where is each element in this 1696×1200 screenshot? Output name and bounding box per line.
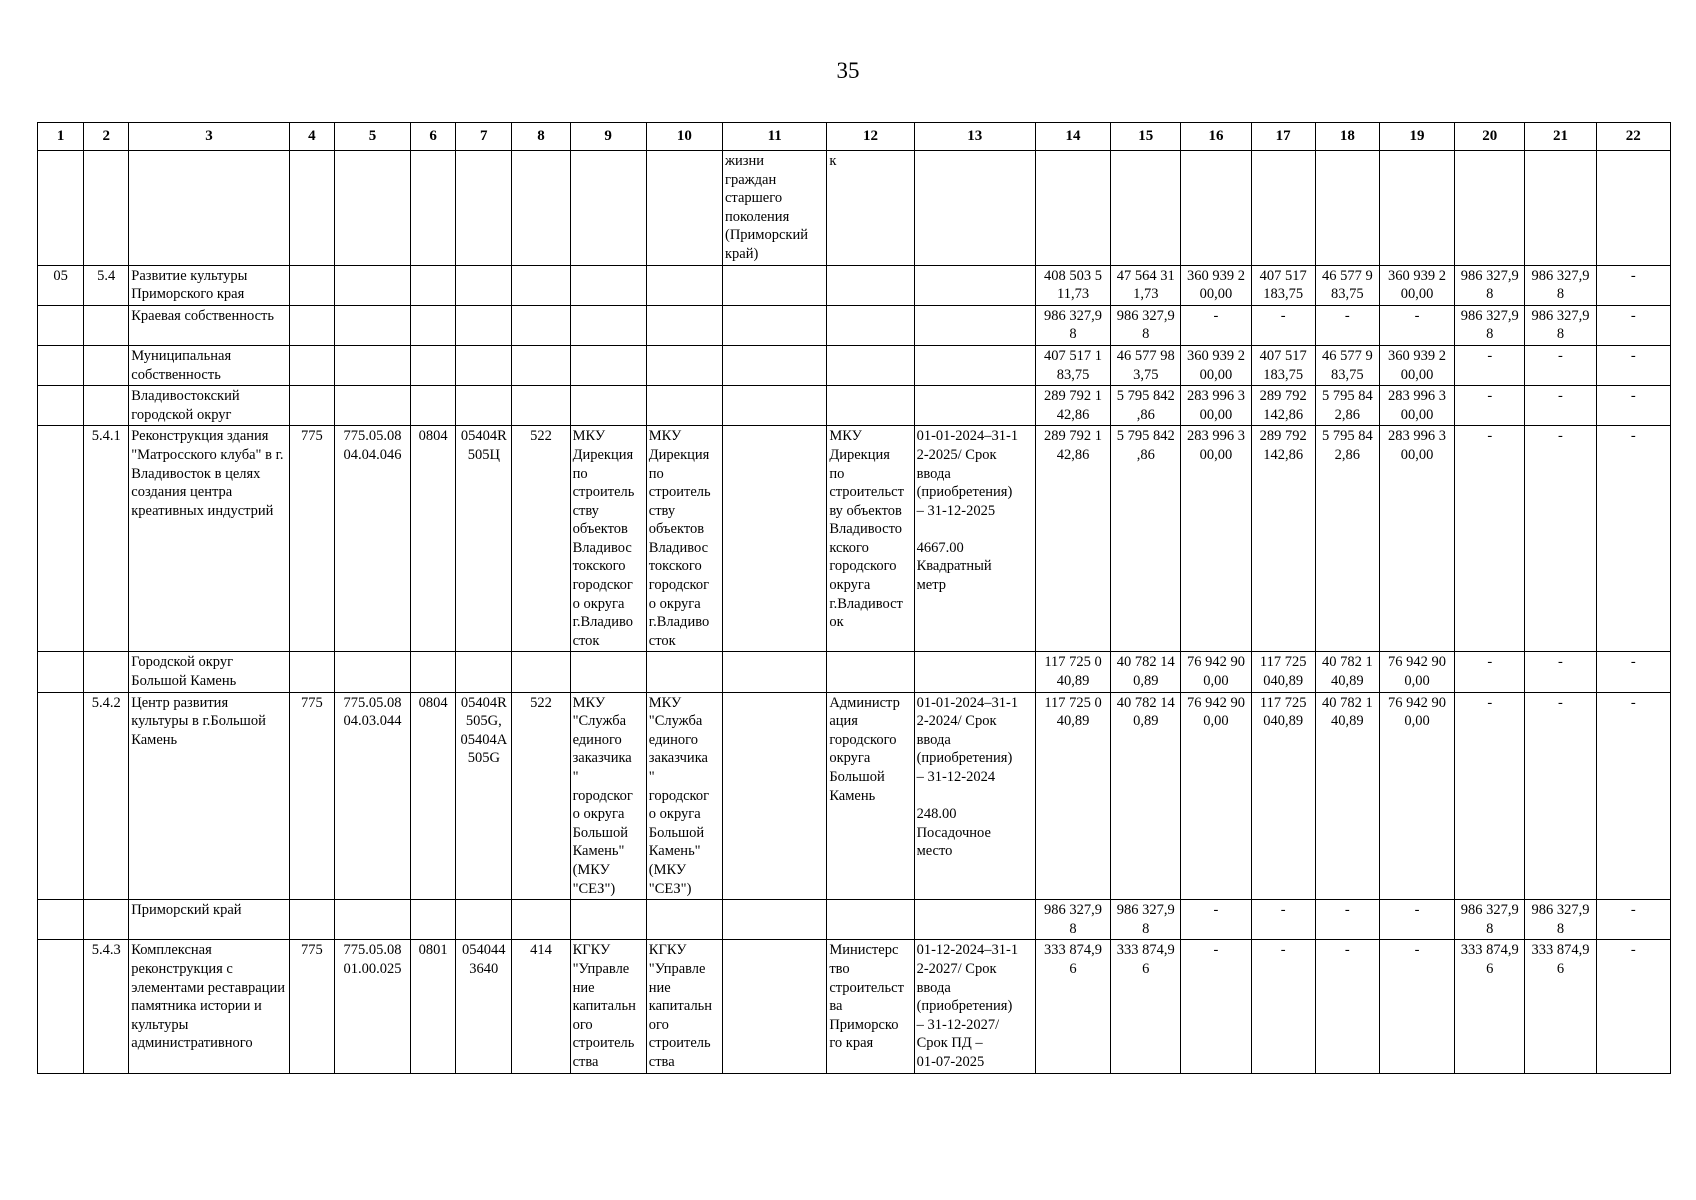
- table-cell: 986 327,9 8: [1525, 305, 1596, 345]
- table-cell: [334, 305, 410, 345]
- table-cell: 46 577 9 83,75: [1315, 265, 1379, 305]
- table-cell: [914, 652, 1035, 692]
- table-cell: 289 792 142,86: [1251, 426, 1315, 652]
- table-cell: [827, 900, 914, 940]
- table-cell: 5.4.2: [84, 692, 129, 900]
- table-cell: [723, 426, 827, 652]
- table-cell: 054044 3640: [456, 940, 512, 1073]
- table-cell: [570, 900, 646, 940]
- table-cell: [512, 652, 570, 692]
- table-cell: 283 996 3 00,00: [1379, 386, 1454, 426]
- table-cell: [1525, 151, 1596, 266]
- table-cell: 117 725 0 40,89: [1035, 692, 1110, 900]
- table-cell: [411, 386, 456, 426]
- column-header: 7: [456, 123, 512, 151]
- table-cell: 333 874,9 6: [1035, 940, 1110, 1073]
- table-cell: [411, 305, 456, 345]
- table-cell: [512, 305, 570, 345]
- table-cell: 0804: [411, 692, 456, 900]
- table-cell: [646, 265, 722, 305]
- table-cell: 117 725 0 40,89: [1035, 652, 1110, 692]
- table-cell: 289 792 1 42,86: [1035, 386, 1110, 426]
- column-header: 2: [84, 123, 129, 151]
- table-cell: [570, 386, 646, 426]
- table-cell: [456, 652, 512, 692]
- table-cell: [914, 900, 1035, 940]
- table-cell: -: [1525, 345, 1596, 385]
- table-row: [38, 426, 1671, 652]
- table-cell: [334, 265, 410, 305]
- table-cell: 5 795 842 ,86: [1111, 386, 1181, 426]
- table-cell: [84, 900, 129, 940]
- table-cell: Городской округ Большой Камень: [129, 652, 289, 692]
- table-cell: КГКУ "Управле ние капитальн ого строитель ства: [646, 940, 722, 1073]
- table-cell: Муниципальная собственность: [129, 345, 289, 385]
- table-cell: -: [1525, 692, 1596, 900]
- table-cell: 01-12-2024–31-1 2-2027/ Срок ввода (приобретения) – 31-12-2027/ Срок ПД – 01-07-2025: [914, 940, 1035, 1073]
- column-header: 21: [1525, 123, 1596, 151]
- table-cell: Министерс тво строительст ва Приморско го края: [827, 940, 914, 1073]
- table-cell: [570, 265, 646, 305]
- table-cell: Комплексная реконструкция с элементами реставрации памятника истории и культуры административного: [129, 940, 289, 1073]
- table-cell: 522: [512, 426, 570, 652]
- column-header: 14: [1035, 123, 1110, 151]
- table-cell: [1111, 151, 1181, 266]
- table-cell: [827, 386, 914, 426]
- table-cell: 986 327,9 8: [1111, 305, 1181, 345]
- table-cell: 76 942 90 0,00: [1379, 652, 1454, 692]
- table-cell: -: [1455, 426, 1525, 652]
- table-cell: 117 725 040,89: [1251, 692, 1315, 900]
- table-cell: 76 942 90 0,00: [1181, 692, 1251, 900]
- table-cell: -: [1596, 265, 1670, 305]
- table-cell: -: [1251, 900, 1315, 940]
- table-cell: 5.4.3: [84, 940, 129, 1073]
- column-header: 12: [827, 123, 914, 151]
- budget-table: [37, 122, 1671, 1074]
- table-cell: [646, 305, 722, 345]
- table-cell: 117 725 040,89: [1251, 652, 1315, 692]
- table-cell: 5 795 84 2,86: [1315, 426, 1379, 652]
- table-row: [38, 940, 1671, 1073]
- table-cell: [411, 345, 456, 385]
- table-cell: 76 942 90 0,00: [1181, 652, 1251, 692]
- table-cell: -: [1525, 386, 1596, 426]
- table-cell: [456, 265, 512, 305]
- column-header: 6: [411, 123, 456, 151]
- table-cell: -: [1251, 305, 1315, 345]
- table-cell: -: [1379, 940, 1454, 1073]
- table-cell: -: [1596, 345, 1670, 385]
- table-cell: 986 327,9 8: [1035, 900, 1110, 940]
- table-cell: [334, 386, 410, 426]
- table-cell: [827, 305, 914, 345]
- table-cell: 05404R 505Ц: [456, 426, 512, 652]
- table-cell: [827, 652, 914, 692]
- table-cell: [289, 386, 334, 426]
- table-cell: [289, 151, 334, 266]
- table-cell: -: [1596, 652, 1670, 692]
- table-cell: Краевая собственность: [129, 305, 289, 345]
- table-cell: 333 874,9 6: [1455, 940, 1525, 1073]
- table-cell: [334, 652, 410, 692]
- table-cell: [411, 652, 456, 692]
- column-header: 4: [289, 123, 334, 151]
- table-cell: 01-01-2024–31-1 2-2025/ Срок ввода (приобретения) – 31-12-2025 4667.00 Квадратный метр: [914, 426, 1035, 652]
- table-cell: [914, 386, 1035, 426]
- column-header: 18: [1315, 123, 1379, 151]
- table-cell: 46 577 98 3,75: [1111, 345, 1181, 385]
- table-cell: 46 577 9 83,75: [1315, 345, 1379, 385]
- table-cell: [84, 345, 129, 385]
- table-cell: [646, 386, 722, 426]
- table-cell: Администр ация городского округа Большой Камень: [827, 692, 914, 900]
- table-row: [38, 305, 1671, 345]
- table-cell: [456, 305, 512, 345]
- column-header: 19: [1379, 123, 1454, 151]
- table-cell: 283 996 3 00,00: [1181, 426, 1251, 652]
- table-cell: 414: [512, 940, 570, 1073]
- table-cell: [646, 151, 722, 266]
- table-cell: 522: [512, 692, 570, 900]
- column-header: 10: [646, 123, 722, 151]
- table-cell: [512, 151, 570, 266]
- table-cell: [512, 345, 570, 385]
- table-cell: 986 327,9 8: [1455, 900, 1525, 940]
- table-cell: 40 782 14 0,89: [1111, 692, 1181, 900]
- table-cell: [456, 386, 512, 426]
- table-cell: Центр развития культуры в г.Большой Камень: [129, 692, 289, 900]
- table-cell: 40 782 14 0,89: [1111, 652, 1181, 692]
- table-cell: [1181, 151, 1251, 266]
- table-cell: [646, 345, 722, 385]
- table-cell: 408 503 5 11,73: [1035, 265, 1110, 305]
- table-cell: 283 996 3 00,00: [1181, 386, 1251, 426]
- table-cell: -: [1596, 386, 1670, 426]
- table-cell: [289, 265, 334, 305]
- table-cell: 407 517 183,75: [1251, 265, 1315, 305]
- column-header: 5: [334, 123, 410, 151]
- table-cell: [646, 900, 722, 940]
- table-cell: 333 874,9 6: [1525, 940, 1596, 1073]
- column-header: 8: [512, 123, 570, 151]
- table-row: [38, 345, 1671, 385]
- table-cell: [570, 305, 646, 345]
- table-cell: [570, 652, 646, 692]
- table-cell: [334, 900, 410, 940]
- table-cell: [129, 151, 289, 266]
- table-cell: 775.05.08 04.04.046: [334, 426, 410, 652]
- table-cell: [456, 900, 512, 940]
- table-cell: [723, 900, 827, 940]
- table-cell: -: [1181, 900, 1251, 940]
- table-cell: -: [1455, 345, 1525, 385]
- table-cell: -: [1455, 692, 1525, 900]
- table-cell: -: [1181, 305, 1251, 345]
- table-cell: -: [1455, 386, 1525, 426]
- table-cell: 0801: [411, 940, 456, 1073]
- table-cell: -: [1596, 426, 1670, 652]
- table-cell: [646, 652, 722, 692]
- table-cell: [570, 345, 646, 385]
- table-cell: МКУ Дирекция по строитель ству объектов Владивос токского городског о округа г.Владиво сток: [570, 426, 646, 652]
- table-cell: 986 327,9 8: [1455, 305, 1525, 345]
- table-cell: МКУ "Служба единого заказчика " городског о округа Большой Камень" (МКУ "СЕЗ"): [570, 692, 646, 900]
- table-cell: [38, 900, 84, 940]
- column-header: 13: [914, 123, 1035, 151]
- table-cell: [411, 265, 456, 305]
- table-cell: [38, 426, 84, 652]
- table-cell: [1596, 151, 1670, 266]
- table-cell: [456, 151, 512, 266]
- table-cell: МКУ Дирекция по строитель ству объектов Владивос токского городског о округа г.Владиво сток: [646, 426, 722, 652]
- column-header: 15: [1111, 123, 1181, 151]
- table-cell: [1315, 151, 1379, 266]
- table-cell: [723, 940, 827, 1073]
- table-cell: 5.4.1: [84, 426, 129, 652]
- table-cell: [334, 151, 410, 266]
- table-cell: [84, 305, 129, 345]
- table-cell: [289, 900, 334, 940]
- table-cell: 360 939 2 00,00: [1379, 345, 1454, 385]
- table-cell: МКУ Дирекция по строительст ву объектов Владивосто кского городского округа г.Владивост ок: [827, 426, 914, 652]
- table-cell: [38, 345, 84, 385]
- table-cell: 360 939 2 00,00: [1181, 265, 1251, 305]
- table-cell: Развитие культуры Приморского края: [129, 265, 289, 305]
- table-cell: 986 327,9 8: [1525, 900, 1596, 940]
- table-cell: 0804: [411, 426, 456, 652]
- table-cell: [38, 305, 84, 345]
- table-cell: [512, 265, 570, 305]
- table-cell: [38, 386, 84, 426]
- table-cell: 986 327,9 8: [1525, 265, 1596, 305]
- table-cell: к: [827, 151, 914, 266]
- table-cell: Реконструкция здания "Матросского клуба" в г. Владивосток в целях создания центра креативных индустрий: [129, 426, 289, 652]
- table-cell: [289, 652, 334, 692]
- table-row: [38, 652, 1671, 692]
- header-row: [38, 123, 1671, 151]
- table-cell: [914, 151, 1035, 266]
- table-cell: [1379, 151, 1454, 266]
- table-cell: [1455, 151, 1525, 266]
- column-header: 20: [1455, 123, 1525, 151]
- table-cell: [84, 151, 129, 266]
- table-cell: 5 795 84 2,86: [1315, 386, 1379, 426]
- table-cell: [723, 386, 827, 426]
- table-cell: -: [1596, 940, 1670, 1073]
- table-cell: [723, 345, 827, 385]
- table-cell: [827, 265, 914, 305]
- table-cell: 407 517 1 83,75: [1035, 345, 1110, 385]
- table-cell: [512, 900, 570, 940]
- table-cell: [723, 652, 827, 692]
- table-cell: 5 795 842 ,86: [1111, 426, 1181, 652]
- table-cell: [512, 386, 570, 426]
- table-cell: -: [1251, 940, 1315, 1073]
- table-cell: 986 327,9 8: [1111, 900, 1181, 940]
- table-cell: [914, 305, 1035, 345]
- table-cell: [38, 940, 84, 1073]
- table-cell: [456, 345, 512, 385]
- table-cell: [334, 345, 410, 385]
- table-cell: [570, 151, 646, 266]
- table-cell: [38, 151, 84, 266]
- table-cell: 360 939 2 00,00: [1379, 265, 1454, 305]
- table-cell: [723, 692, 827, 900]
- table-row: [38, 692, 1671, 900]
- table-cell: -: [1596, 692, 1670, 900]
- table-cell: [411, 900, 456, 940]
- table-cell: -: [1181, 940, 1251, 1073]
- column-header: 17: [1251, 123, 1315, 151]
- table-cell: [411, 151, 456, 266]
- table-cell: -: [1315, 900, 1379, 940]
- table-cell: -: [1596, 305, 1670, 345]
- table-cell: 05404R 505G, 05404A 505G: [456, 692, 512, 900]
- table-cell: 775.05.08 01.00.025: [334, 940, 410, 1073]
- table-cell: [914, 345, 1035, 385]
- table-cell: 986 327,9 8: [1035, 305, 1110, 345]
- table-cell: 01-01-2024–31-1 2-2024/ Срок ввода (приобретения) – 31-12-2024 248.00 Посадочное место: [914, 692, 1035, 900]
- table-cell: 775: [289, 940, 334, 1073]
- table-cell: 289 792 1 42,86: [1035, 426, 1110, 652]
- table-row: [38, 265, 1671, 305]
- table-cell: -: [1379, 305, 1454, 345]
- table-cell: [38, 692, 84, 900]
- table-cell: [84, 652, 129, 692]
- table-cell: -: [1525, 426, 1596, 652]
- table-cell: МКУ "Служба единого заказчика " городског о округа Большой Камень" (МКУ "СЕЗ"): [646, 692, 722, 900]
- column-header: 11: [723, 123, 827, 151]
- table-cell: [1035, 151, 1110, 266]
- table-cell: 05: [38, 265, 84, 305]
- table-cell: 775: [289, 426, 334, 652]
- table-cell: [914, 265, 1035, 305]
- table-cell: -: [1315, 305, 1379, 345]
- table-cell: -: [1315, 940, 1379, 1073]
- column-header: 22: [1596, 123, 1670, 151]
- table-row: [38, 151, 1671, 266]
- table-cell: Приморский край: [129, 900, 289, 940]
- table-cell: 333 874,9 6: [1111, 940, 1181, 1073]
- table-cell: 986 327,9 8: [1455, 265, 1525, 305]
- table-cell: 5.4: [84, 265, 129, 305]
- table-cell: [723, 265, 827, 305]
- table-cell: 775: [289, 692, 334, 900]
- table-cell: [1251, 151, 1315, 266]
- table-cell: -: [1525, 652, 1596, 692]
- column-header: 16: [1181, 123, 1251, 151]
- table-cell: [723, 305, 827, 345]
- table-cell: 76 942 90 0,00: [1379, 692, 1454, 900]
- table-cell: Владивостокский городской округ: [129, 386, 289, 426]
- table-row: [38, 900, 1671, 940]
- table-row: [38, 386, 1671, 426]
- table-cell: -: [1379, 900, 1454, 940]
- table-cell: -: [1455, 652, 1525, 692]
- table-cell: 289 792 142,86: [1251, 386, 1315, 426]
- table-cell: [289, 345, 334, 385]
- table-cell: [289, 305, 334, 345]
- table-cell: [38, 652, 84, 692]
- table-cell: 47 564 31 1,73: [1111, 265, 1181, 305]
- table-cell: 40 782 1 40,89: [1315, 652, 1379, 692]
- table-cell: КГКУ "Управле ние капитальн ого строитель ства: [570, 940, 646, 1073]
- table-cell: 40 782 1 40,89: [1315, 692, 1379, 900]
- table-cell: [84, 386, 129, 426]
- table-cell: 360 939 2 00,00: [1181, 345, 1251, 385]
- column-header: 3: [129, 123, 289, 151]
- column-header: 9: [570, 123, 646, 151]
- table-cell: жизни граждан старшего поколения (Приморский край): [723, 151, 827, 266]
- table-cell: 283 996 3 00,00: [1379, 426, 1454, 652]
- table-cell: -: [1596, 900, 1670, 940]
- table-cell: 407 517 183,75: [1251, 345, 1315, 385]
- column-header: 1: [38, 123, 84, 151]
- table-cell: [827, 345, 914, 385]
- table-cell: 775.05.08 04.03.044: [334, 692, 410, 900]
- page-number: 35: [836, 58, 860, 83]
